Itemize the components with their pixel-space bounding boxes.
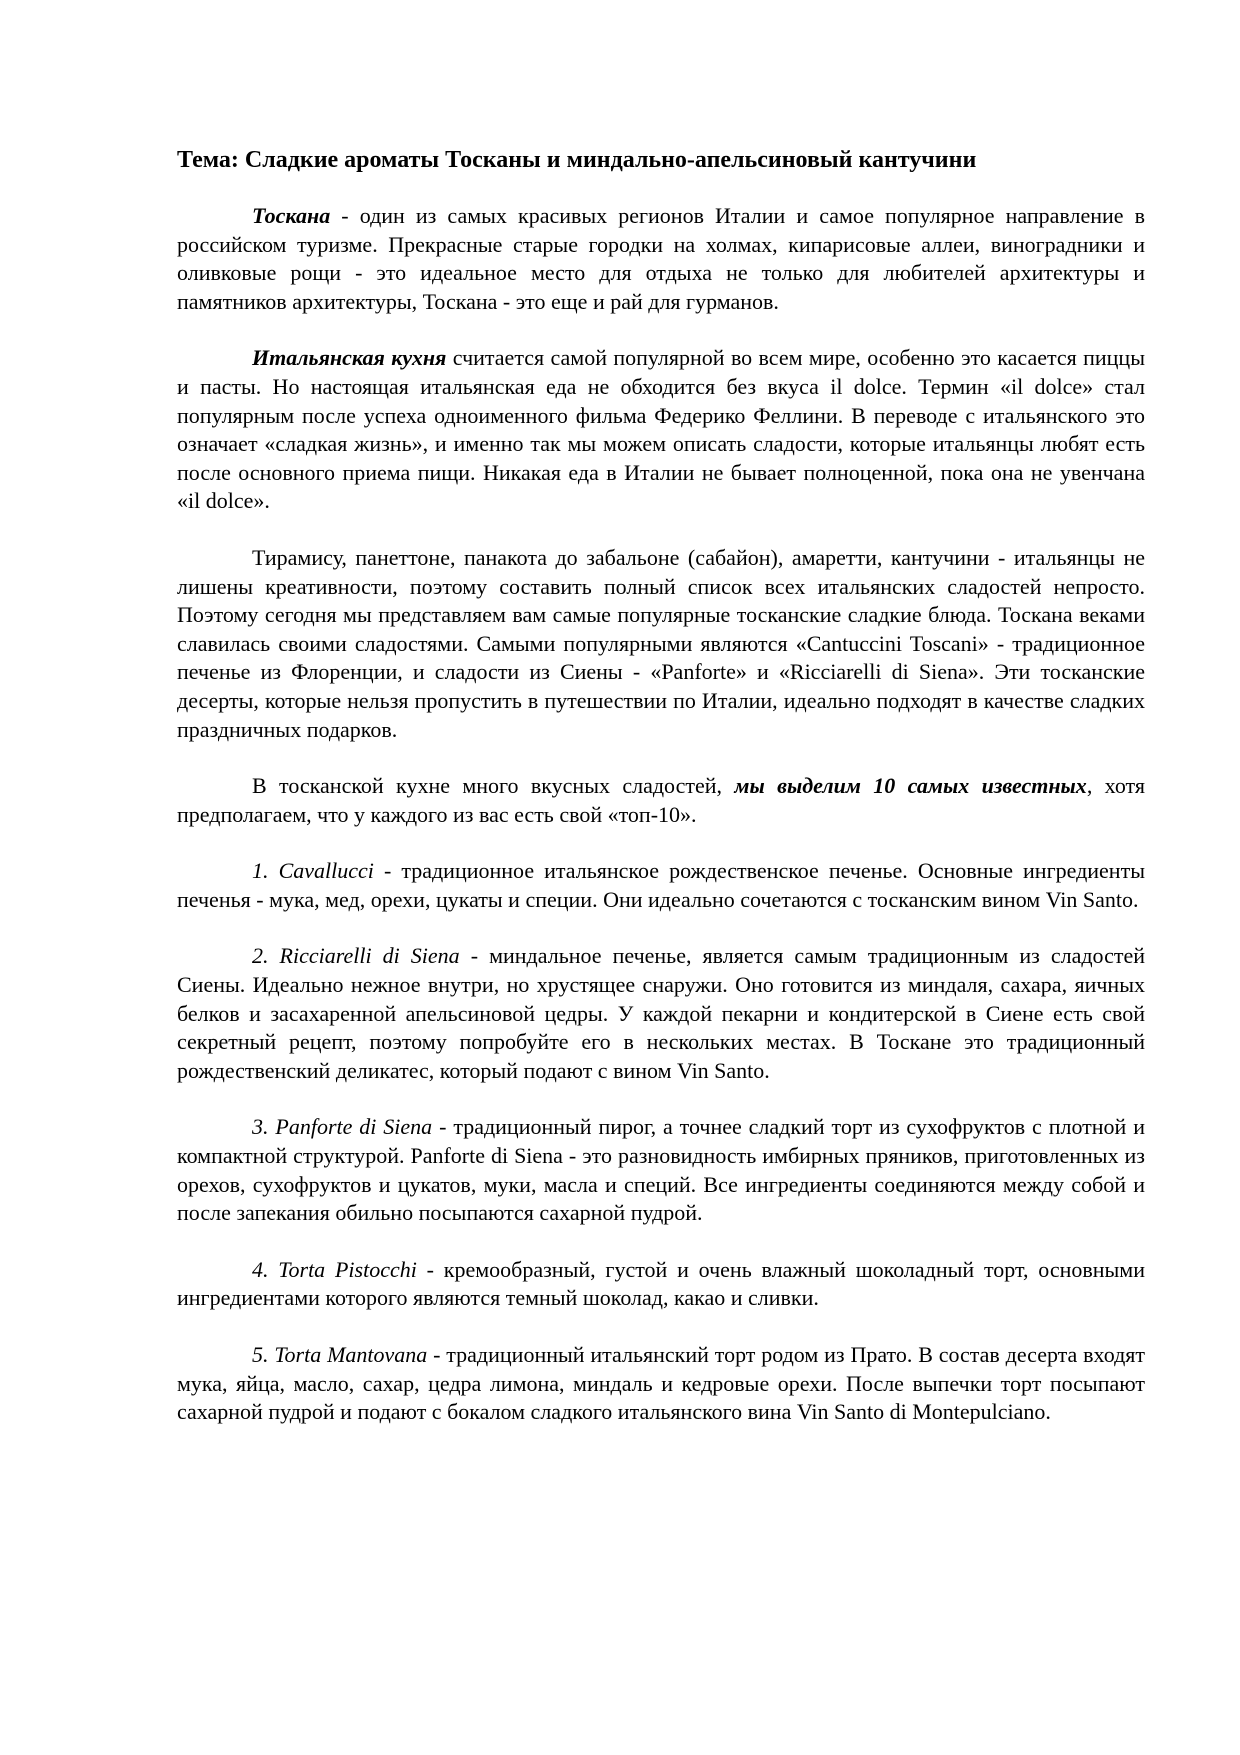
paragraph-sweets-overview — [177, 544, 1145, 744]
page-title: Тема: Сладкие ароматы Тосканы и миндально-апельсиновый кантучини — [177, 147, 977, 173]
paragraph-lead: Итальянская кухня — [252, 345, 447, 371]
list-item — [177, 857, 1145, 914]
list-item-name: 2. Ricciarelli di Siena — [252, 943, 460, 969]
list-item-name: 5. Torta Mantovana — [252, 1342, 428, 1367]
paragraph-text: Тирамису, панеттоне, панакота до забальоне (сабайон), амаретти, кантучини - итальянцы не лишены креативности, поэтому составить полный список всех итальянских сладостей непросто. Поэтому сегодня мы представляем вам самые популярные тосканские сладкие блюда. Тоскана веками славилась своими сладостями. Самыми популярными являются «Cantuccini Toscani» - традиционное печенье из Флоренции, и сладости из Сиены - «Panforte» и «Ricciarelli di Siena». Эти тосканские десерты, которые нельзя пропустить в путешествии по Италии, идеально подходят в качестве сладких праздничных подарков. — [177, 544, 1145, 742]
list-item-name: 1. Cavallucci — [252, 858, 374, 884]
paragraph-lead: Тоскана — [252, 203, 331, 228]
list-item — [177, 1256, 1145, 1313]
paragraph-tuscany — [177, 202, 1145, 316]
paragraph-text: , хотя предполагаем, что у каждого из вас есть свой «топ-10». — [177, 773, 1146, 827]
list-item-text: - традиционное итальянское рождественское печенье. Основные ингредиенты печенья - мука, мед, орехи, цукаты и специи. Они идеально сочетаются с тосканским вином Vin Santo. — [177, 858, 1145, 912]
paragraph-top-10-intro — [177, 772, 1145, 829]
list-item-name: 3. Panforte di Siena — [252, 1114, 433, 1140]
paragraph-italian-cuisine — [177, 344, 1145, 516]
list-item — [177, 1341, 1145, 1427]
paragraph-text: считается самой популярной во всем мире, особенно это касается пиццы и пасты. Но настоящая итальянская еда не обходится без вкуса il dolce. Термин «il dolce» стал популярным после успеха одноименного фильма Федерико Феллини. В переводе с итальянского это означает «сладкая жизнь», и именно так мы можем описать сладости, которые итальянцы любят есть после основного приема пищи. Никакая еда в Италии не бывает полноценной, пока она не увенчана «il dolce». — [177, 345, 1145, 514]
paragraph-text: - один из самых красивых регионов Италии и самое популярное направление в российском туризме. Прекрасные старые городки на холмах, кипарисовые аллеи, виноградники и оливковые рощи - это идеальное место для отдыха не только для любителей архитектуры и памятников архитектуры, Тоскана - это еще и рай для гурманов. — [177, 203, 1145, 314]
paragraph-emphasis: мы выделим 10 самых известных — [734, 773, 1087, 799]
list-item-name: 4. Torta Pistocchi — [252, 1256, 417, 1282]
list-item-text: - традиционный пирог, а точнее сладкий торт из сухофруктов с плотной и компактной структурой. Panforte di Siena - это разновидность имбирных пряников, приготовленных из орехов, сухофруктов и цукатов, муки, масла и специй. Все ингредиенты соединяются между собой и после запекания обильно посыпаются сахарной пудрой. — [177, 1114, 1145, 1226]
list-item-text: - кремообразный, густой и очень влажный шоколадный торт, основными ингредиентами которого являются темный шоколад, какао и сливки. — [177, 1256, 1145, 1311]
list-item — [177, 1113, 1145, 1227]
list-item — [177, 942, 1145, 1085]
list-item-text: - миндальное печенье, является самым традиционным из сладостей Сиены. Идеально нежное внутри, но хрустящее снаружи. Оно готовится из миндаля, сахара, яичных белков и засахаренной апельсиновой цедры. У каждой пекарни и кондитерской в Сиене есть свой секретный рецепт, поэтому попробуйте его в нескольких местах. В Тоскане это традиционный рождественский деликатес, который подают с вином Vin Santo. — [177, 943, 1146, 1083]
document-body — [177, 142, 1145, 1455]
paragraph-text: В тосканской кухне много вкусных сладостей, — [252, 773, 735, 799]
list-item-text: - традиционный итальянский торт родом из Прато. В состав десерта входят мука, яйца, масло, сахар, цедра лимона, миндаль и кедровые орехи. После выпечки торт посыпают сахарной пудрой и подают с бокалом сладкого итальянского вина Vin Santo di Montepulciano. — [177, 1342, 1146, 1425]
